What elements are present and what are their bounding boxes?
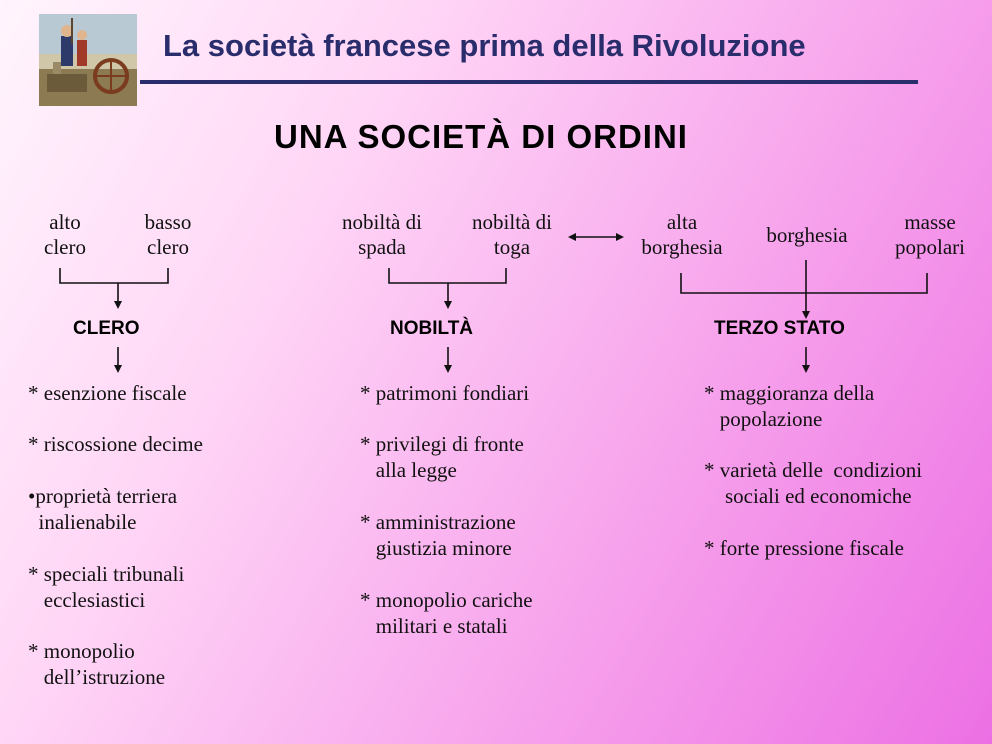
nobilta-item: * patrimoni fondiari	[360, 381, 530, 405]
page-title: La società francese prima della Rivoluzione	[163, 28, 806, 63]
subgroup-alto-clero: alto clero	[44, 210, 86, 259]
subgroup-borghesia: borghesia	[766, 223, 848, 247]
clero-item: * monopolio dell’istruzione	[28, 639, 166, 689]
terzo-stato-item: * varietà delle condizioni sociali ed economiche	[704, 458, 923, 508]
clero-item: •proprietà terriera inalienabile	[28, 484, 178, 534]
nobilta-item: * amministrazione giustizia minore	[360, 510, 516, 560]
page-subtitle: UNA SOCIETÀ DI ORDINI	[274, 118, 688, 155]
subgroup-basso-clero: basso clero	[144, 210, 192, 259]
subgroup-nobilta-di-toga: nobiltà di toga	[472, 210, 552, 259]
nobilta-item: * monopolio cariche militari e statali	[360, 588, 533, 638]
nobilta-item: * privilegi di fronte alla legge	[360, 432, 524, 482]
heading-nobilta: NOBILTÀ	[390, 318, 474, 339]
heading-terzo-stato: TERZO STATO	[714, 318, 845, 339]
subgroup-masse-popolari: masse popolari	[895, 210, 965, 259]
terzo-stato-item: * forte pressione fiscale	[704, 536, 905, 560]
heading-clero: CLERO	[73, 318, 140, 339]
clero-item: * esenzione fiscale	[28, 381, 187, 405]
terzo-stato-item: * maggioranza della popolazione	[704, 381, 875, 431]
clero-item: * speciali tribunali ecclesiastici	[28, 562, 185, 612]
clero-item: * riscossione decime	[28, 432, 203, 456]
subgroup-alta-borghesia: alta borghesia	[641, 210, 723, 259]
subgroup-nobilta-di-spada: nobiltà di spada	[342, 210, 422, 259]
